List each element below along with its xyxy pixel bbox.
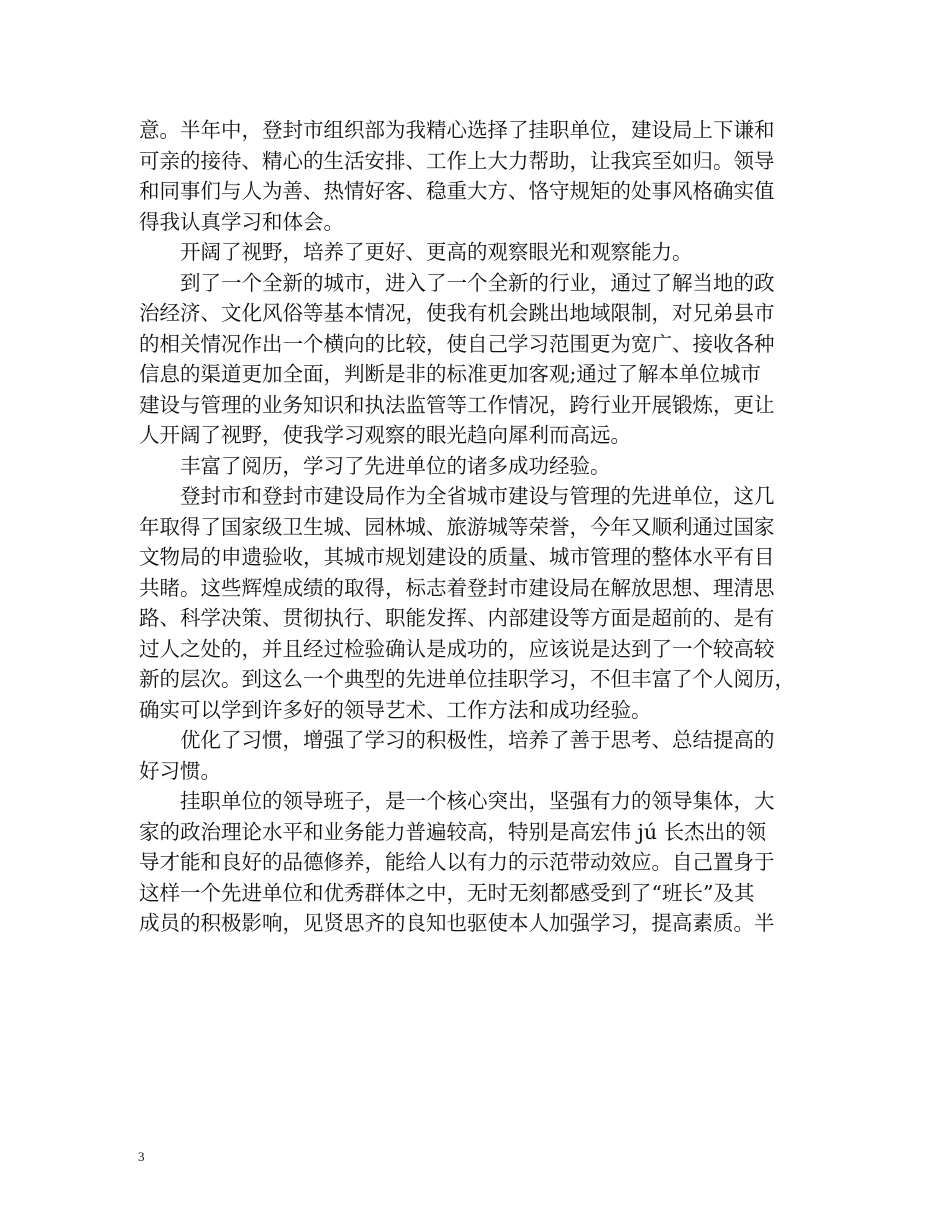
text-line: 丰富了阅历，学习了先进单位的诸多成功经验。 (180, 453, 611, 478)
text-line: 优化了习惯，增强了学习的积极性，培养了善于思考、总结提高的 (180, 728, 775, 752)
text-line: 导才能和良好的品德修养，能给人以有力的示范带动效应。自己置身于 (139, 850, 775, 874)
text-line: 得我认真学习和体会。 (139, 209, 344, 234)
body-paragraph (139, 268, 811, 451)
text-line: 新的层次。到这么一个典型的先进单位挂职学习，不但丰富了个人阅历， (139, 667, 795, 691)
text-line: 挂职单位的领导班子，是一个核心突出，坚强有力的领导集体，大 (180, 789, 775, 813)
body-paragraph (139, 481, 811, 725)
text-line: 这样一个先进单位和优秀群体之中，无时无刻都感受到了“班长”及其 (139, 880, 755, 905)
text-line: 建设与管理的业务知识和执法监管等工作情况，跨行业开展锻炼，更让 (139, 392, 775, 417)
text-line: 人开阔了视野，使我学习观察的眼光趋向犀利而高远。 (139, 423, 631, 447)
text-line: 共睹。这些辉煌成绩的取得，标志着登封市建设局在解放思想、理清思 (139, 575, 775, 600)
text-line: 好习惯。 (139, 758, 221, 783)
text-line: 确实可以学到许多好的领导艺术、工作方法和成功经验。 (139, 697, 652, 722)
body-paragraph (139, 725, 811, 786)
body-paragraph (139, 237, 811, 268)
text-line: 治经济、文化风俗等基本情况，使我有机会跳出地域限制，对兄弟县市 (139, 301, 775, 325)
text-line: 到了一个全新的城市，进入了一个全新的行业，通过了解当地的政 (180, 270, 775, 295)
body-text (139, 115, 811, 939)
body-paragraph (139, 115, 811, 237)
text-line: 和同事们与人为善、热情好客、稳重大方、恪守规矩的处事风格确实值 (139, 179, 775, 203)
text-line: 年取得了国家级卫生城、园林城、旅游城等荣誉，今年又顺利通过国家 (139, 514, 775, 539)
text-line: 可亲的接待、精心的生活安排、工作上大力帮助，让我宾至如归。领导 (139, 148, 775, 173)
text-line: 信息的渠道更加全面，判断是非的标准更加客观;通过了解本单位城市 (139, 362, 761, 386)
text-line: 的相关情况作出一个横向的比较，使自己学习范围更为宽广、接收各种 (139, 331, 775, 356)
text-line: 家的政治理论水平和业务能力普遍较高，特别是高宏伟 jú 长杰出的领 (139, 819, 767, 844)
text-line: 路、科学决策、贯彻执行、职能发挥、内部建设等方面是超前的、是有 (139, 606, 775, 630)
text-line: 过人之处的，并且经过检验确认是成功的，应该说是达到了一个较高较 (139, 636, 775, 661)
text-line: 登封市和登封市建设局作为全省城市建设与管理的先进单位，这几 (180, 484, 775, 508)
page-number: 3 (138, 1149, 145, 1164)
body-paragraph (139, 451, 811, 482)
text-line: 开阔了视野，培养了更好、更高的观察眼光和观察能力。 (180, 240, 693, 264)
text-line: 文物局的申遗验收，其城市规划建设的质量、城市管理的整体水平有目 (139, 545, 775, 569)
text-line: 意。半年中，登封市组织部为我精心选择了挂职单位，建设局上下谦和 (139, 118, 775, 142)
text-line: 成员的积极影响，见贤思齐的良知也驱使本人加强学习，提高素质。半 (139, 911, 775, 935)
body-paragraph (139, 786, 811, 939)
